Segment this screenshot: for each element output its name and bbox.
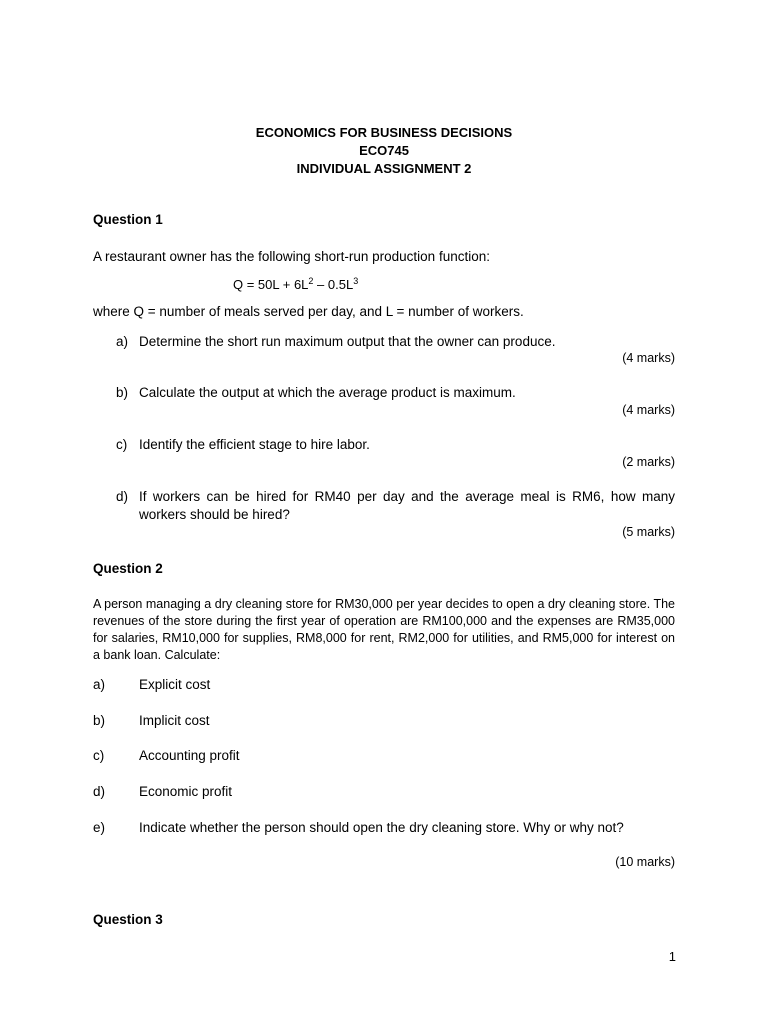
question-3-heading: Question 3: [93, 912, 163, 927]
course-code: ECO745: [359, 143, 409, 158]
formula-part-2: – 0.5L: [313, 277, 354, 292]
q1-item-d-text-line-1: If workers can be hired for RM40 per day and the average meal is RM6, how many: [139, 489, 675, 504]
q2-item-a-text: Explicit cost: [139, 677, 211, 692]
q1-item-d-label: d): [116, 489, 129, 504]
question-2-heading: Question 2: [93, 561, 163, 576]
question-1-heading: Question 1: [93, 212, 163, 227]
q2-item-d-text: Economic profit: [139, 784, 233, 799]
q1-item-c-label: c): [116, 437, 128, 452]
q1-item-c-marks: (2 marks): [622, 455, 675, 469]
q2-item-d-label: d): [93, 784, 106, 799]
q2-item-e-label: e): [93, 820, 106, 835]
q2-item-a-label: a): [93, 677, 106, 692]
q1-item-a-label: a): [116, 334, 129, 349]
q1-item-b-label: b): [116, 385, 129, 400]
q2-item-b-label: b): [93, 713, 106, 728]
q1-item-a-text: Determine the short run maximum output that the owner can produce.: [139, 334, 556, 349]
assignment-title: INDIVIDUAL ASSIGNMENT 2: [296, 161, 472, 176]
q2-item-c-label: c): [93, 748, 105, 763]
formula-exponent-2: 3: [353, 276, 359, 286]
question-2-marks: (10 marks): [615, 855, 675, 869]
formula-part-1: Q = 50L + 6L: [233, 277, 309, 292]
production-function-formula: [233, 277, 358, 292]
page-number: 1: [668, 949, 676, 964]
question-1-where: where Q = number of meals served per day, and L = number of workers.: [93, 304, 524, 319]
course-title: ECONOMICS FOR BUSINESS DECISIONS: [255, 125, 513, 140]
q1-item-b-text: Calculate the output at which the average product is maximum.: [139, 385, 516, 400]
q2-item-b-text: Implicit cost: [139, 713, 210, 728]
formula-exponent-1: 2: [308, 276, 314, 286]
q2-item-e-text: Indicate whether the person should open the dry cleaning store. Why or why not?: [139, 820, 624, 835]
q2-item-c-text: Accounting profit: [139, 748, 240, 763]
q1-item-b-marks: (4 marks): [622, 403, 675, 417]
q1-item-c-text: Identify the efficient stage to hire labor.: [139, 437, 370, 452]
q1-item-d-marks: (5 marks): [622, 525, 675, 539]
document-header: [0, 124, 768, 178]
question-1-intro: A restaurant owner has the following short-run production function:: [93, 249, 490, 264]
q1-item-a-marks: (4 marks): [622, 351, 675, 365]
q1-item-d-text-line-2: workers should be hired?: [139, 507, 290, 522]
question-2-paragraph: A person managing a dry cleaning store for RM30,000 per year decides to open a dry cleaning store. The revenues of the store during the first year of operation are RM100,000 and the expenses are RM35,000 for salaries, RM10,000 for supplies, RM8,000 for rent, RM2,000 for utilities, and RM5,000 for interest on a bank loan. Calculate:: [93, 597, 675, 662]
